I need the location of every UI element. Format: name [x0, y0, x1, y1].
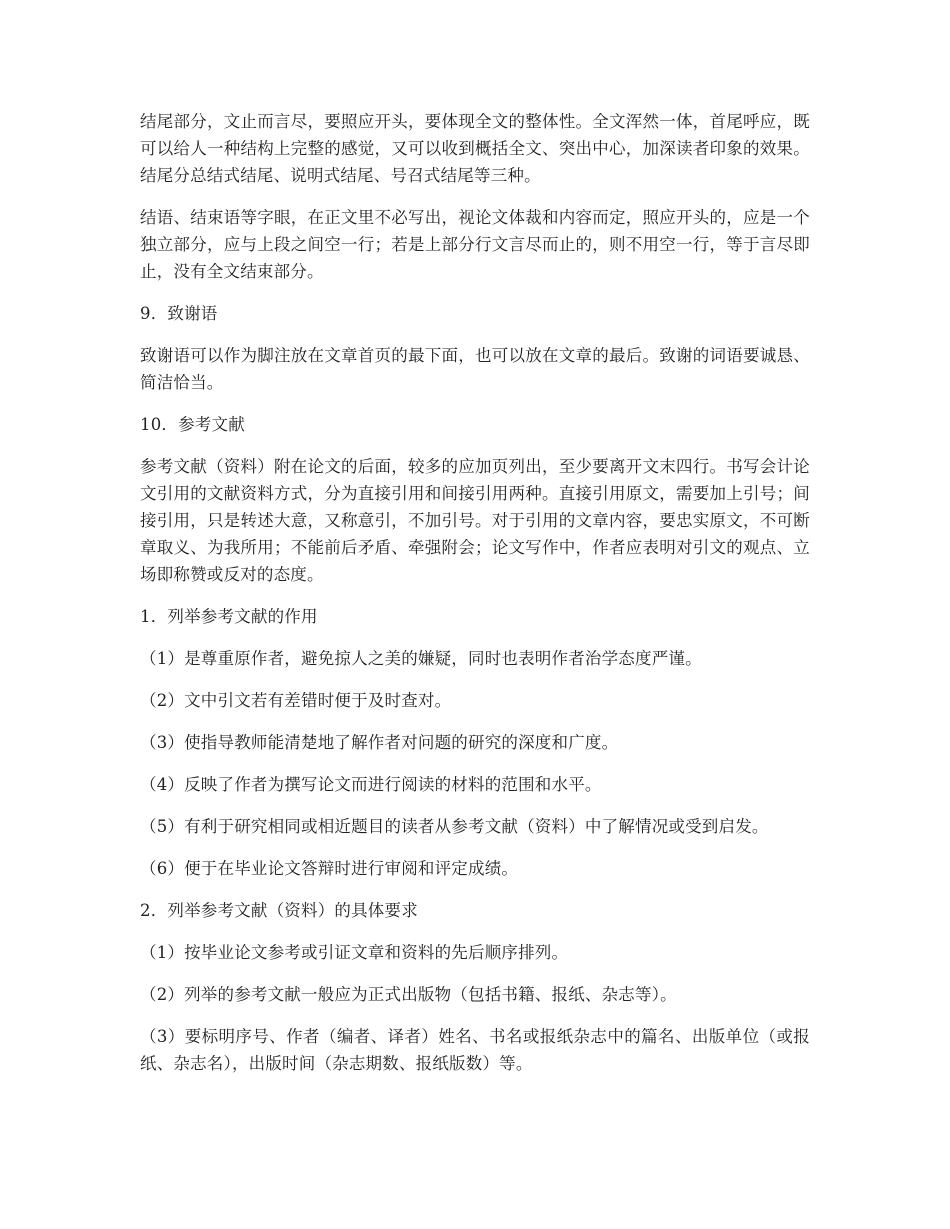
- list-item: （6）便于在毕业论文答辩时进行审阅和评定成绩。: [140, 859, 519, 878]
- list-item: （1）按毕业论文参考或引证文章和资料的先后顺序排列。: [140, 943, 569, 962]
- paragraph-references: 参考文献（资料）附在论文的后面，较多的应加页列出，至少要离开文末四行。书写会计论文引用的文献资料方式，分为直接引用和间接引用两种。直接引用原文，需要加上引号；间接引用，只是转述大意，又称意引，不加引号。对于引用的文章内容，要忠实原文，不可断章取义、为我所用；不能前后矛盾、牵强附会；论文写作中，作者应表明对引文的观点、立场即称赞或反对的态度。: [140, 457, 810, 584]
- list-item: （5）有利于研究相同或相近题目的读者从参考文献（资料）中了解情况或受到启发。: [140, 817, 769, 836]
- paragraph-conclusion-words: 结语、结束语等字眼，在正文里不必写出，视论文体裁和内容而定，照应开头的，应是一个独立部分，应与上段之间空一行；若是上部分行文言尽而止的，则不用空一行，等于言尽即止，没有全文结束部分。: [140, 208, 810, 281]
- subheading-references-requirements: 2．列举参考文献（资料）的具体要求: [140, 901, 418, 920]
- list-item: （3）要标明序号、作者（编者、译者）姓名、书名或报纸杂志中的篇名、出版单位（或报纸、杂志名），出版时间（杂志期数、报纸版数）等。: [140, 1027, 810, 1073]
- list-item: （2）文中引文若有差错时便于及时查对。: [140, 691, 452, 710]
- section-heading-acknowledgement: 9．致谢语: [140, 304, 218, 323]
- list-item: （4）反映了作者为撰写论文而进行阅读的材料的范围和水平。: [140, 775, 602, 794]
- list-item: （2）列举的参考文献一般应为正式出版物（包括书籍、报纸、杂志等）。: [140, 985, 677, 1004]
- paragraph-acknowledgement: 致谢语可以作为脚注放在文章首页的最下面，也可以放在文章的最后。致谢的词语要诚恳、简洁恰当。: [140, 346, 810, 392]
- document-body: [140, 108, 810, 1092]
- list-item: （3）使指导教师能清楚地了解作者对问题的研究的深度和广度。: [140, 733, 619, 752]
- list-item: （1）是尊重原作者，避免掠人之美的嫌疑，同时也表明作者治学态度严谨。: [140, 649, 702, 668]
- subheading-references-purpose: 1．列举参考文献的作用: [140, 607, 318, 626]
- section-heading-references: 10．参考文献: [140, 415, 245, 434]
- paragraph-ending: 结尾部分，文止而言尽，要照应开头，要体现全文的整体性。全文浑然一体，首尾呼应，既可以给人一种结构上完整的感觉，又可以收到概括全文、突出中心，加深读者印象的效果。结尾分总结式结尾、说明式结尾、号召式结尾等三种。: [140, 112, 810, 185]
